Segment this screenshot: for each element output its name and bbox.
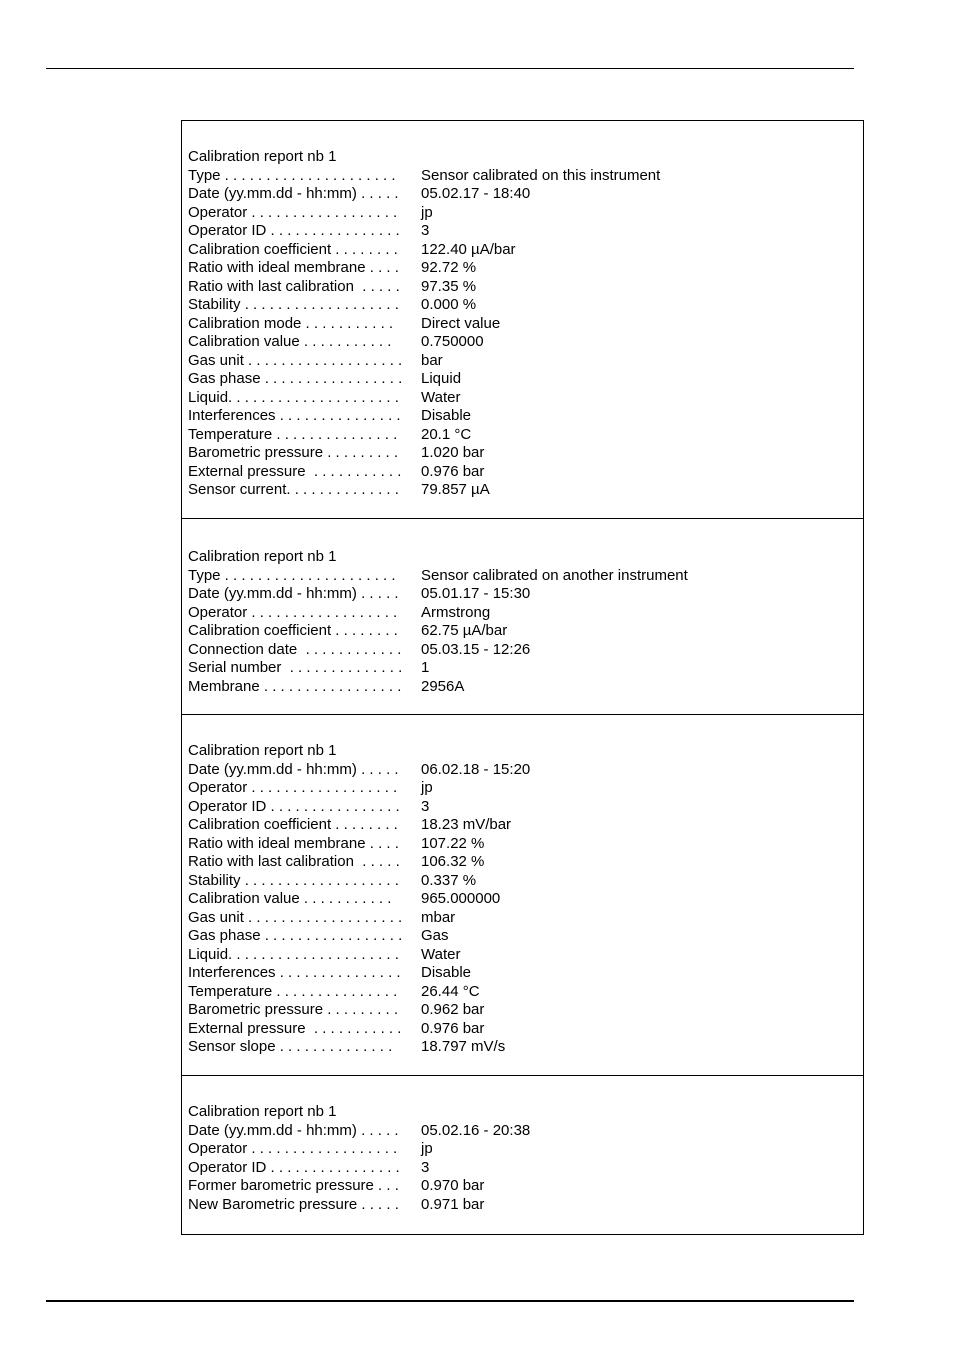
line-value: 107.22 % (421, 834, 485, 852)
line-value: 05.03.15 - 12:26 (421, 640, 531, 658)
line-value: 20.1 °C (421, 425, 472, 443)
line-value: 0.976 bar (421, 1019, 485, 1037)
line-value: 0.337 % (421, 871, 477, 889)
line-label: Gas unit . . . . . . . . . . . . . . . . . . . (188, 908, 403, 926)
report-line (188, 407, 863, 426)
report-line (188, 909, 863, 928)
line-value: 79.857 µA (421, 481, 490, 498)
report-line (188, 779, 863, 798)
calibration-report (182, 714, 863, 1076)
report-line (188, 481, 863, 500)
line-label: Sensor current. . . . . . . . . . . . . . (188, 481, 399, 498)
report-line (188, 296, 863, 315)
line-label: Date (yy.mm.dd - hh:mm) . . . . . (188, 185, 399, 202)
line-label: Ratio with last calibration . . . . . (188, 277, 400, 295)
line-label: Barometric pressure . . . . . . . . . (188, 1001, 399, 1018)
line-value: Sensor calibrated on this instrument (421, 166, 661, 184)
line-label: Date (yy.mm.dd - hh:mm) . . . . . (188, 760, 399, 778)
report-line (188, 1038, 863, 1057)
line-value: bar (421, 351, 443, 369)
line-value: Gas (421, 927, 449, 944)
line-value: Sensor calibrated on another instrument (421, 566, 688, 584)
line-label: Interferences . . . . . . . . . . . . . . . (188, 964, 401, 981)
line-label: Former barometric pressure . . . (188, 1177, 399, 1194)
line-value: 3 (421, 797, 430, 815)
line-value: 92.72 % (421, 259, 477, 276)
report-line (188, 259, 863, 278)
line-label: Calibration coefficient . . . . . . . . (188, 240, 398, 258)
line-value: 05.01.17 - 15:30 (421, 585, 531, 602)
report-line (188, 204, 863, 223)
report-line (188, 278, 863, 297)
report-line (188, 946, 863, 965)
report-line (188, 222, 863, 241)
line-value: 0.750000 (421, 333, 484, 350)
line-value: Water (421, 945, 461, 963)
line-value: 0.971 bar (421, 1195, 485, 1213)
line-value: Water (421, 388, 461, 406)
report-line (188, 641, 863, 660)
report-line (188, 983, 863, 1002)
line-label: Stability . . . . . . . . . . . . . . . . . . . (188, 296, 399, 313)
report-line (188, 816, 863, 835)
line-label: Gas phase . . . . . . . . . . . . . . . . . (188, 370, 403, 387)
report-line (188, 426, 863, 445)
line-value: Direct value (421, 314, 501, 332)
line-label: Membrane . . . . . . . . . . . . . . . . . (188, 677, 402, 695)
line-value: Armstrong (421, 603, 491, 621)
footer-rule (46, 1300, 854, 1302)
line-label: Calibration coefficient . . . . . . . . (188, 816, 398, 833)
line-value: jp (421, 779, 433, 796)
line-label: Date (yy.mm.dd - hh:mm) . . . . . (188, 1121, 399, 1139)
line-value: mbar (421, 908, 456, 926)
report-line (188, 352, 863, 371)
line-label: Ratio with last calibration . . . . . (188, 853, 400, 870)
calibration-report (182, 121, 863, 519)
report-line (188, 185, 863, 204)
line-value: 26.44 °C (421, 982, 480, 1000)
line-value: 06.02.18 - 15:20 (421, 760, 531, 778)
report-line (188, 853, 863, 872)
line-value: 05.02.16 - 20:38 (421, 1121, 531, 1139)
line-value: 0.970 bar (421, 1177, 485, 1194)
line-value: 1.020 bar (421, 444, 485, 461)
report-line (188, 567, 863, 586)
line-label: External pressure . . . . . . . . . . . (188, 462, 402, 480)
header-rule (46, 68, 854, 69)
line-value: 18.23 mV/bar (421, 816, 512, 833)
line-label: Operator . . . . . . . . . . . . . . . . . . (188, 203, 398, 221)
report-line (188, 585, 863, 604)
report-line (188, 333, 863, 352)
report-lines (188, 567, 863, 697)
report-line (188, 1122, 863, 1141)
line-label: External pressure . . . . . . . . . . . (188, 1019, 402, 1037)
report-lines (188, 167, 863, 500)
report-lines (188, 761, 863, 1057)
line-label: Serial number . . . . . . . . . . . . . . (188, 659, 403, 676)
line-label: Calibration coefficient . . . . . . . . (188, 622, 398, 639)
report-line (188, 167, 863, 186)
report-line (188, 389, 863, 408)
line-value: 62.75 µA/bar (421, 622, 508, 639)
line-value: 3 (421, 1158, 430, 1176)
line-value: 106.32 % (421, 853, 485, 870)
report-line (188, 370, 863, 389)
line-label: Operator . . . . . . . . . . . . . . . . . . (188, 1140, 398, 1157)
report-title: Calibration report nb 1 (188, 148, 337, 165)
report-title: Calibration report nb 1 (188, 1103, 337, 1120)
line-label: Operator ID . . . . . . . . . . . . . . . . (188, 222, 400, 239)
calibration-report (182, 518, 863, 715)
report-line (188, 463, 863, 482)
report-title: Calibration report nb 1 (188, 548, 337, 565)
line-label: Type . . . . . . . . . . . . . . . . . . . . . (188, 166, 396, 184)
line-value: Liquid (421, 370, 462, 387)
line-value: jp (421, 203, 433, 221)
line-label: Ratio with ideal membrane . . . . (188, 259, 399, 276)
line-value: jp (421, 1140, 433, 1157)
report-line (188, 835, 863, 854)
line-label: Stability . . . . . . . . . . . . . . . . . . . (188, 871, 399, 889)
calibration-report (182, 1075, 863, 1233)
line-value: 0.962 bar (421, 1001, 485, 1018)
report-line (188, 444, 863, 463)
report-lines (188, 1122, 863, 1215)
line-value: 97.35 % (421, 277, 477, 295)
line-label: Temperature . . . . . . . . . . . . . . . (188, 425, 398, 443)
line-label: Date (yy.mm.dd - hh:mm) . . . . . (188, 585, 399, 602)
line-value: Disable (421, 964, 472, 981)
line-value: 05.02.17 - 18:40 (421, 185, 531, 202)
line-label: Operator ID . . . . . . . . . . . . . . . . (188, 797, 400, 815)
line-value: 3 (421, 222, 430, 239)
line-value: 1 (421, 659, 430, 676)
report-line (188, 1140, 863, 1159)
line-value: 965.000000 (421, 890, 501, 907)
line-label: Gas unit . . . . . . . . . . . . . . . . . . . (188, 351, 403, 369)
line-label: Operator ID . . . . . . . . . . . . . . . . (188, 1158, 400, 1176)
report-line (188, 964, 863, 983)
report-line (188, 761, 863, 780)
line-label: New Barometric pressure . . . . . (188, 1195, 399, 1213)
report-title: Calibration report nb 1 (188, 742, 337, 759)
report-line (188, 241, 863, 260)
line-label: Connection date . . . . . . . . . . . . (188, 640, 402, 658)
line-label: Temperature . . . . . . . . . . . . . . . (188, 982, 398, 1000)
line-value: 0.000 % (421, 296, 477, 313)
report-line (188, 315, 863, 334)
line-value: 0.976 bar (421, 462, 485, 480)
report-line (188, 622, 863, 641)
line-label: Calibration value . . . . . . . . . . . (188, 890, 392, 907)
line-label: Ratio with ideal membrane . . . . (188, 834, 399, 852)
calibration-reports-table (181, 120, 864, 1235)
report-line (188, 659, 863, 678)
line-label: Barometric pressure . . . . . . . . . (188, 444, 399, 461)
report-line (188, 1159, 863, 1178)
line-label: Liquid. . . . . . . . . . . . . . . . . . . . . (188, 945, 399, 963)
line-label: Gas phase . . . . . . . . . . . . . . . . . (188, 927, 403, 944)
line-value: 2956A (421, 677, 465, 695)
line-label: Interferences . . . . . . . . . . . . . . . (188, 407, 401, 424)
line-label: Operator . . . . . . . . . . . . . . . . . . (188, 603, 398, 621)
line-label: Sensor slope . . . . . . . . . . . . . . (188, 1038, 393, 1055)
line-value: 18.797 mV/s (421, 1038, 506, 1055)
report-line (188, 1001, 863, 1020)
line-value: Disable (421, 407, 472, 424)
report-line (188, 1020, 863, 1039)
report-line (188, 927, 863, 946)
report-line (188, 1177, 863, 1196)
report-line (188, 890, 863, 909)
report-line (188, 678, 863, 697)
line-label: Calibration value . . . . . . . . . . . (188, 333, 392, 350)
line-label: Calibration mode . . . . . . . . . . . (188, 314, 394, 332)
line-label: Liquid. . . . . . . . . . . . . . . . . . . . . (188, 388, 399, 406)
report-line (188, 872, 863, 891)
line-label: Type . . . . . . . . . . . . . . . . . . . . . (188, 566, 396, 584)
line-label: Operator . . . . . . . . . . . . . . . . . . (188, 779, 398, 796)
report-line (188, 604, 863, 623)
report-line (188, 798, 863, 817)
line-value: 122.40 µA/bar (421, 240, 516, 258)
report-line (188, 1196, 863, 1215)
